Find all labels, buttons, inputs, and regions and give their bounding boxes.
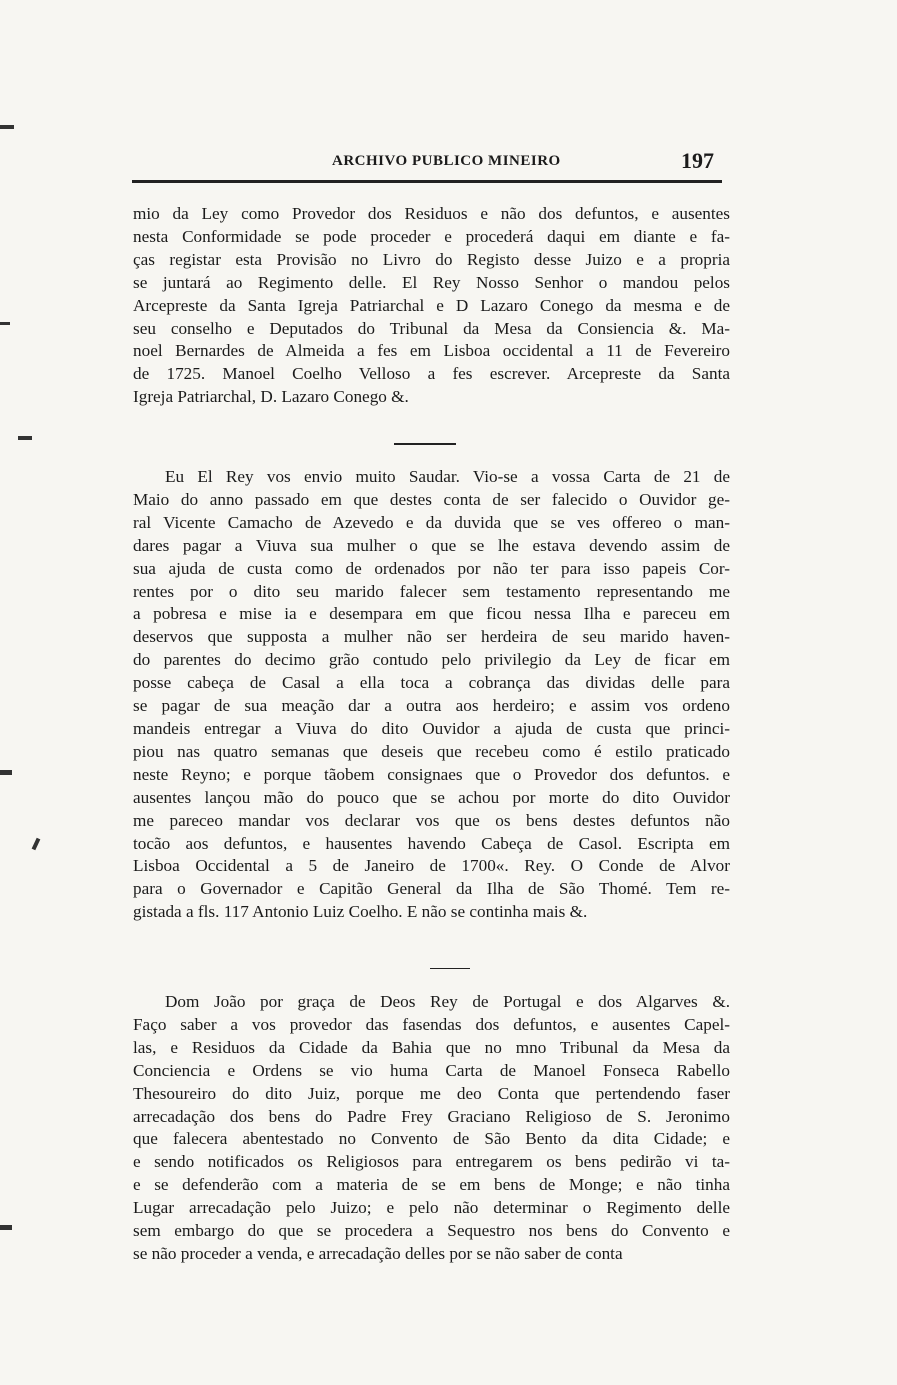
text-line: Thesoureiro do dito Juiz, porque me deo Conta que pertendendo faser	[133, 1083, 730, 1103]
text-line: mio da Ley como Provedor dos Residuos e não dos defuntos, e ausentes	[133, 204, 730, 223]
text-line: neste Reyno; e porque tãobem consignaes que o Provedor dos defuntos. e	[133, 764, 730, 784]
scan-mark	[0, 322, 10, 325]
text-line: noel Bernardes de Almeida a fes em Lisboa occidental a 11 de Fevereiro	[133, 341, 730, 361]
scan-mark	[18, 436, 32, 440]
scan-mark	[32, 838, 41, 851]
text-line: gistada a fls. 117 Antonio Luiz Coelho. E não se continha mais &.	[133, 902, 588, 922]
text-line: Eu El Rey vos envio muito Saudar. Vio-se a vossa Carta de 21 de	[165, 467, 730, 486]
paragraph-1	[133, 203, 730, 409]
text-line: piou nas quatro semanas que deseis que recebeu como é estilo praticado	[133, 741, 730, 761]
text-line: sua ajuda de custa como de ordenados por não ter para isso papeis Cor-	[133, 558, 730, 578]
paragraph-3	[133, 991, 730, 1266]
text-line: sem embargo do que se procedera a Sequestro nos bens do Convento e	[133, 1221, 730, 1241]
section-divider	[394, 443, 456, 445]
text-line: e sendo notificados os Religiosos para entregarem os bens pedirão vi ta-	[133, 1152, 730, 1172]
running-title: ARCHIVO PUBLICO MINEIRO	[332, 153, 561, 169]
text-line: ausentes lançou mão do pouco que se achou por morte do dito Ouvidor	[133, 787, 730, 807]
text-line: a pobresa e mise ia e desempara em que ficou nessa Ilha e pareceu em	[133, 604, 730, 624]
text-line: que falecera abentestado no Convento de São Bento da dita Cidade; e	[133, 1129, 730, 1149]
text-line: e se defenderão com a materia de se em bens de Monge; e não tinha	[133, 1175, 730, 1195]
text-line: las, e Residuos da Cidade da Bahia que no mno Tribunal da Mesa da	[133, 1037, 730, 1057]
text-line: Igreja Patriarchal, D. Lazaro Conego &.	[133, 387, 409, 407]
text-line: Faço saber a vos provedor das fasendas dos defuntos, e ausentes Capel-	[133, 1014, 730, 1034]
scan-mark	[0, 1225, 12, 1230]
scan-mark	[0, 125, 14, 129]
text-line: rentes por o dito seu marido falecer sem testamento representando me	[133, 581, 730, 601]
text-line: Arcepreste da Santa Igreja Patriarchal e D Lazaro Conego da mesma e de	[133, 295, 730, 315]
text-line: ças registar esta Provisão no Livro do Registo desse Juizo e a propria	[133, 249, 730, 269]
text-line: tocão aos defuntos, e hausentes havendo Cabeça de Casol. Escripta em	[133, 833, 730, 853]
text-line: se juntará ao Regimento delle. El Rey Nosso Senhor o mandou pelos	[133, 272, 730, 292]
page-header	[132, 150, 722, 183]
text-line: Dom João por graça de Deos Rey de Portugal e dos Algarves &.	[165, 992, 730, 1011]
scan-mark	[0, 770, 12, 775]
text-line: Lugar arrecadação pelo Juizo; e pelo não determinar o Regimento delle	[133, 1198, 730, 1218]
section-divider	[430, 968, 470, 969]
text-line: se não proceder a venda, e arrecadação delles por se não saber de conta	[133, 1243, 623, 1263]
page-number: 197	[681, 148, 714, 173]
text-line: Maio do anno passado em que destes conta de ser falecido o Ouvidor ge-	[133, 489, 730, 509]
text-line: arrecadação dos bens do Padre Frey Graciano Religioso de S. Jeronimo	[133, 1106, 730, 1126]
text-line: dares pagar a Viuva sua mulher o que se lhe estava devendo assim de	[133, 535, 730, 555]
paragraph-2	[133, 466, 730, 924]
text-line: posse cabeça de Casal a ella toca a cobrança das dividas delle para	[133, 673, 730, 693]
text-line: deservos que supposta a mulher não ser herdeira de seu marido haven-	[133, 627, 730, 647]
text-line: mandeis entregar a Viuva do dito Ouvidor a ajuda de custa que princi-	[133, 718, 730, 738]
text-line: seu conselho e Deputados do Tribunal da Mesa da Consiencia &. Ma-	[133, 318, 730, 338]
text-line: nesta Conformidade se pode proceder e procederá daqui em diante e fa-	[133, 226, 730, 246]
text-line: de 1725. Manoel Coelho Velloso a fes escrever. Arcepreste da Santa	[133, 364, 730, 384]
text-line: Conciencia e Ordens se vio huma Carta de Manoel Fonseca Rabello	[133, 1060, 730, 1080]
text-line: ral Vicente Camacho de Azevedo e da duvida que se ves offereo o man-	[133, 512, 730, 532]
text-line: do parentes do decimo grão contudo pelo privilegio da Ley de ficar em	[133, 650, 730, 670]
text-line: se pagar de sua meação dar a outra aos herdeiro; e assim vos ordeno	[133, 696, 730, 716]
text-line: me pareceo mandar vos declarar vos que os bens destes defuntos não	[133, 810, 730, 830]
text-line: Lisboa Occidental a 5 de Janeiro de 1700«. Rey. O Conde de Alvor	[133, 856, 730, 876]
text-line: para o Governador e Capitão General da Ilha de São Thomé. Tem re-	[133, 879, 730, 899]
